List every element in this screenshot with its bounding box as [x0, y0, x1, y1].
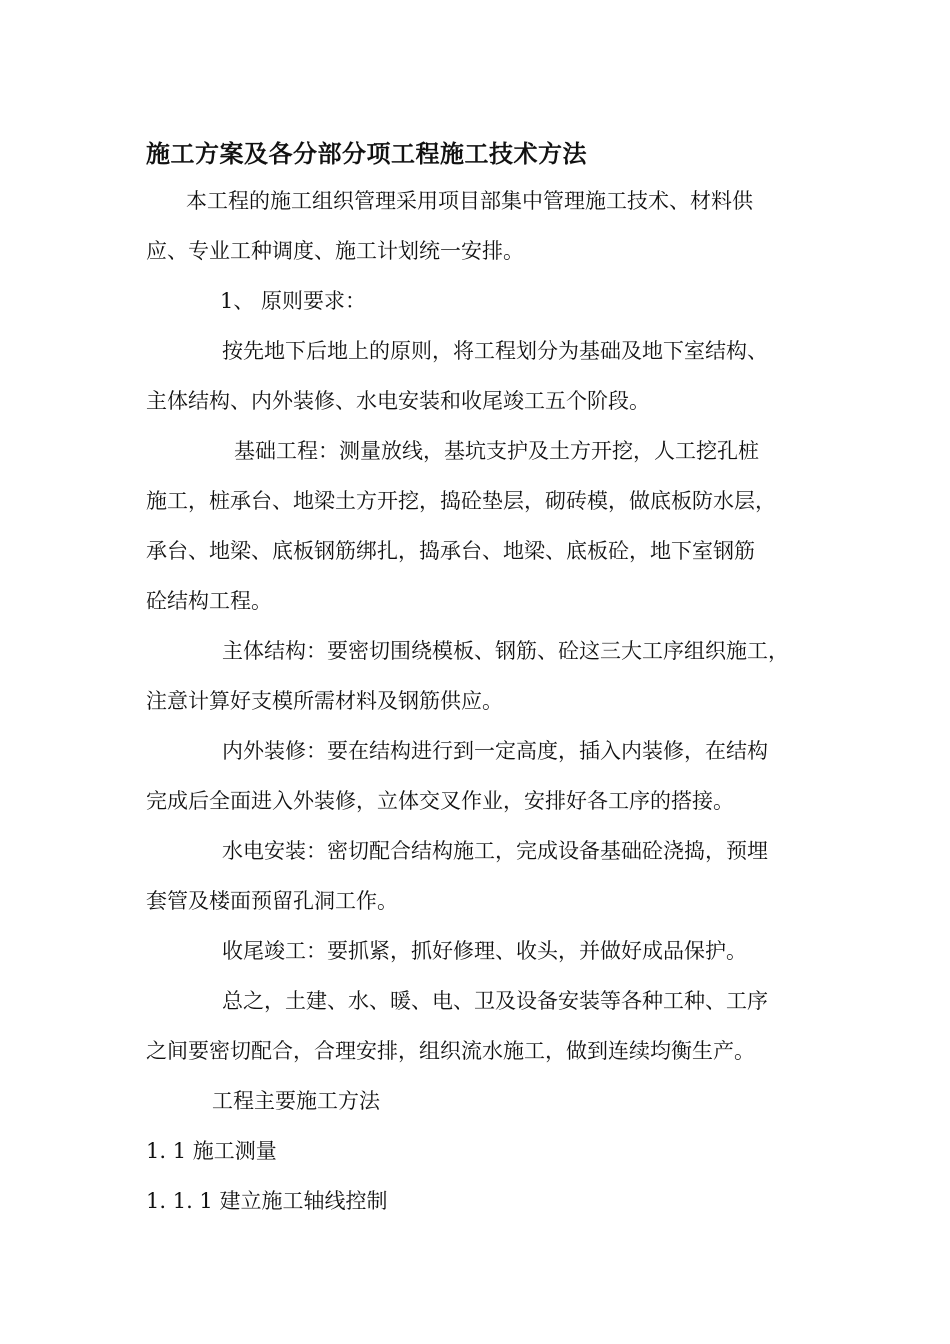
paragraph-line: 总之，土建、水、暖、电、卫及设备安装等各种工种、工序	[222, 989, 768, 1013]
section-heading: 1、 原则要求：	[220, 289, 367, 313]
paragraph-line: 水电安装：密切配合结构施工，完成设备基础砼浇捣，预埋	[222, 839, 768, 863]
paragraph-line: 本工程的施工组织管理采用项目部集中管理施工技术、材料供	[186, 189, 753, 213]
paragraph-line: 主体结构、内外装修、水电安装和收尾竣工五个阶段。	[146, 389, 650, 413]
paragraph-line: 完成后全面进入外装修，立体交叉作业，安排好各工序的搭接。	[146, 789, 734, 813]
section-heading: 工程主要施工方法	[212, 1089, 380, 1113]
paragraph-line: 应、专业工种调度、施工计划统一安排。	[146, 239, 524, 263]
paragraph-line: 内外装修：要在结构进行到一定高度，插入内装修，在结构	[222, 739, 768, 763]
paragraph-line: 施工，桩承台、地梁土方开挖，捣砼垫层，砌砖模，做底板防水层，	[146, 489, 776, 513]
paragraph-line: 之间要密切配合，合理安排，组织流水施工，做到连续均衡生产。	[146, 1039, 755, 1063]
paragraph-line: 收尾竣工：要抓紧，抓好修理、收头，并做好成品保护。	[222, 939, 747, 963]
paragraph-line: 基础工程：测量放线，基坑支护及土方开挖，人工挖孔桩	[234, 439, 759, 463]
paragraph-line: 主体结构：要密切围绕模板、钢筋、砼这三大工序组织施工，	[222, 639, 789, 663]
paragraph-line: 承台、地梁、底板钢筋绑扎，捣承台、地梁、底板砼，地下室钢筋	[146, 539, 755, 563]
paragraph-line: 砼结构工程。	[146, 589, 272, 613]
document-title: 施工方案及各分部分项工程施工技术方法	[146, 139, 587, 168]
section-heading: 1. 1 施工测量	[146, 1139, 277, 1163]
section-heading: 1. 1. 1 建立施工轴线控制	[146, 1189, 388, 1213]
paragraph-line: 按先地下后地上的原则，将工程划分为基础及地下室结构、	[222, 339, 768, 363]
paragraph-line: 套管及楼面预留孔洞工作。	[146, 889, 398, 913]
paragraph-line: 注意计算好支模所需材料及钢筋供应。	[146, 689, 503, 713]
